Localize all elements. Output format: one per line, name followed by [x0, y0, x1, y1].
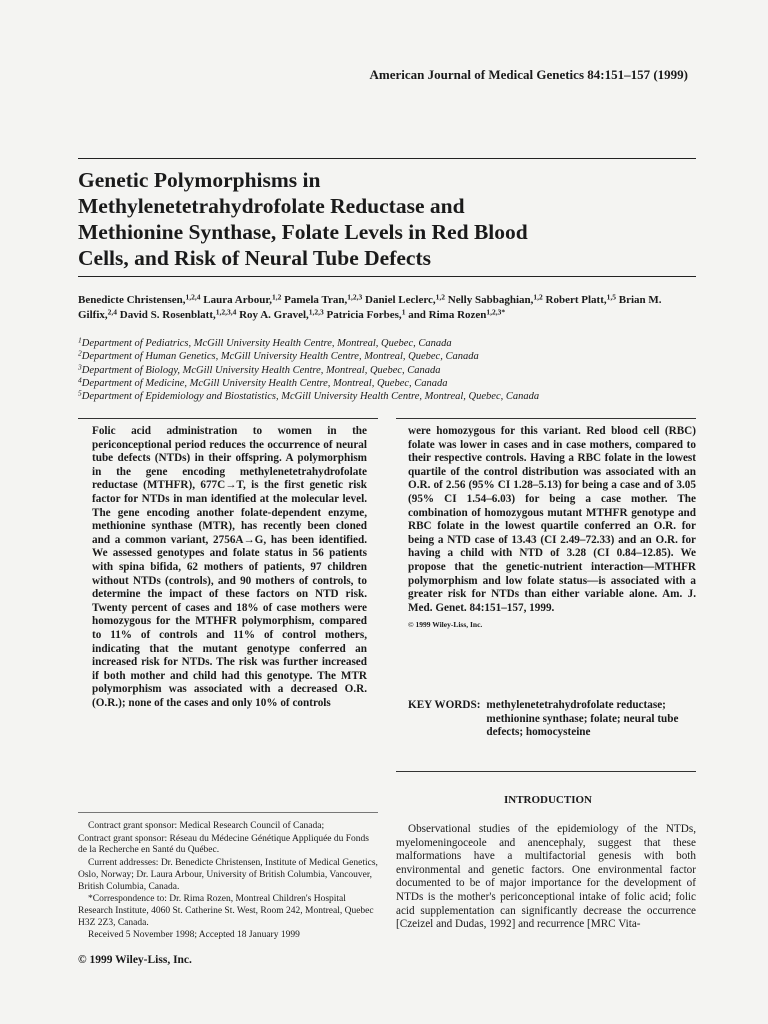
- affiliation: [78, 350, 718, 363]
- author: [365, 294, 445, 306]
- author: [284, 294, 362, 306]
- footnote-sponsor-1: Contract grant sponsor: Medical Research Council of Canada;: [88, 821, 325, 831]
- author-affil-sup: 2,4: [107, 307, 118, 317]
- journal-citation: American Journal of Medical Genetics 84:151–157 (1999): [369, 67, 688, 82]
- footnote-received: Received 5 November 1998; Accepted 18 January 1999: [88, 930, 300, 941]
- author-affil-sup: 1,2,3: [347, 292, 363, 302]
- author: [78, 294, 201, 306]
- affiliation-sup: 3: [78, 362, 82, 372]
- abstract-rule-right: [396, 418, 696, 419]
- introduction-body: [396, 823, 696, 932]
- author: [327, 309, 406, 321]
- affiliation-sup: 1: [78, 335, 82, 345]
- introduction-paragraph: Observational studies of the epidemiology of the NTDs, myelomeningoceole and anencephaly, suggest that these malformations have a multifactorial genesis with both environmental and genetic factors. One environmental factor documented to be of major importance for the development of NTDs is the mother's periconceptional intake of folic acid; folic acid supplementation can significantly decrease the occurrence [Czeizel and Dudas, 1992] and recurrence [MRC Vita-: [396, 823, 696, 931]
- author-name: Pamela Tran,: [284, 294, 348, 306]
- affiliation-text: Department of Biology, McGill University Health Centre, Montreal, Quebec, Canada: [81, 364, 441, 376]
- author: [120, 309, 237, 321]
- author-name: Patricia Forbes,: [326, 309, 402, 321]
- footnote-sponsor-2: Contract grant sponsor: Réseau du Médecine Génétique Appliquée du Fonds de la Recherche en Santé du Québec.: [78, 833, 370, 856]
- author: [448, 294, 543, 306]
- author-name: Nelly Sabbaghian,: [447, 294, 534, 306]
- keywords-label: KEY WORDS:: [408, 699, 481, 711]
- author: [239, 309, 324, 321]
- author: [408, 309, 505, 321]
- author-affil-sup: 1,2,3: [308, 307, 324, 317]
- title-line-4: Cells, and Risk of Neural Tube Defects: [78, 246, 431, 270]
- affiliation-list: [78, 337, 718, 403]
- author-affil-sup: 1,2,3,4: [215, 307, 237, 317]
- author-name: Brian M. Gilfix,: [78, 294, 662, 321]
- author-name: Benedicte Christensen,: [78, 294, 186, 306]
- footnote-rule: [78, 812, 378, 813]
- footnote-correspondence: *Correspondence to: Dr. Rima Rozen, Montreal Children's Hospital Research Institute, 4060 St. Catherine St. West, Room 242, Montreal, Quebec H3Z 2Z3, Canada.: [78, 894, 374, 928]
- author-name: Daniel Leclerc,: [365, 294, 436, 306]
- author-affil-sup: 1,2,4: [185, 292, 201, 302]
- author-list: [78, 293, 698, 323]
- abstract-column-1: [92, 425, 367, 710]
- author-affil-sup: 1,2,3*: [486, 307, 506, 317]
- affiliation: [78, 377, 718, 390]
- title-line-3: Methionine Synthase, Folate Levels in Red Blood: [78, 220, 528, 244]
- author-affil-sup: 1,2: [435, 292, 446, 302]
- article-title: [78, 167, 678, 271]
- author-affil-sup: 1: [401, 307, 406, 317]
- keywords-rule: [396, 771, 696, 772]
- title-line-1: Genetic Polymorphisms in: [78, 168, 321, 192]
- affiliation-text: Department of Human Genetics, McGill University Health Centre, Montreal, Quebec, Canada: [81, 351, 479, 363]
- affiliation: [78, 337, 718, 350]
- header-rule: [78, 158, 696, 159]
- affiliation-text: Department of Medicine, McGill University Health Centre, Montreal, Quebec, Canada: [81, 377, 448, 389]
- affiliation-text: Department of Epidemiology and Biostatistics, McGill University Health Centre, Montreal, Quebec, Canada: [81, 391, 540, 403]
- author-name: David S. Rosenblatt,: [119, 309, 216, 321]
- title-rule: [78, 276, 696, 277]
- author: [203, 294, 281, 306]
- author: [546, 294, 616, 306]
- copyright-footer: © 1999 Wiley-Liss, Inc.: [78, 954, 192, 966]
- footnotes: [78, 821, 378, 943]
- author-affil-sup: 1,5: [606, 292, 616, 302]
- affiliation-sup: 4: [78, 375, 82, 385]
- abstract-copyright: © 1999 Wiley-Liss, Inc.: [408, 620, 483, 630]
- keywords: [408, 699, 696, 740]
- author-affil-sup: 1,2: [271, 292, 282, 302]
- keywords-text: methylenetetrahydrofolate reductase; methionine synthase; folate; neural tube defects; homocysteine: [486, 699, 679, 739]
- affiliation: [78, 390, 718, 403]
- affiliation-sup: 2: [78, 348, 82, 358]
- section-heading-introduction: INTRODUCTION: [503, 794, 592, 806]
- author-name: Robert Platt,: [545, 294, 607, 306]
- affiliation: [78, 364, 718, 377]
- abstract-rule-left: [78, 418, 378, 419]
- footnote-addresses: Current addresses: Dr. Benedicte Christensen, Institute of Medical Genetics, Oslo, Norway; Dr. Laura Arbour, University of British Columbia, Vancouver, British Columbia, Canada.: [78, 858, 378, 892]
- author-name: and Rima Rozen: [408, 309, 487, 321]
- affiliation-text: Department of Pediatrics, McGill University Health Centre, Montreal, Quebec, Canada: [81, 338, 452, 349]
- abstract-text-1: Folic acid administration to women in the periconceptional period reduces the occurrence of neural tube defects (NTDs) in their offspring. A polymorphism in the gene encoding methylenetetrahydrofolate reductase (MTHFR), 677C→T, is the first genetic risk factor for NTDs in man identified at the molecular level. The gene encoding another folate-dependent enzyme, methionine synthase (MTR), has recently been cloned and a common variant, 2756A→G, has been identified. We assessed genotypes and folate status in 56 patients with spina bifida, 62 mothers of patients, 97 children without NTDs (controls), and 90 mothers of controls, to determine the impact of these factors on NTD risk. Twenty percent of cases and 18% of case mothers were homozygous for the MTHFR polymorphism, compared to 11% of controls and 11% of control mothers, indicating that the mutant genotype conferred an increased risk for NTDs. The risk was further increased if both mother and child had this genotype. The MTR polymorphism was associated with a decreased O.R. (O.R.); none of the cases and only 10% of controls: [92, 425, 367, 709]
- author-name: Laura Arbour,: [203, 294, 272, 306]
- abstract-text-2: were homozygous for this variant. Red blood cell (RBC) folate was lower in cases and in case mothers, compared to their respective controls. Having a RBC folate in the lowest quartile of the control distribution was associated with an O.R. of 2.56 (95% CI 1.28–5.13) for being a case and of 3.05 (95% CI 1.54–6.03) for being a case mother. The combination of homozygous mutant MTHFR genotype and RBC folate in the lowest quartile conferred an O.R. for being a NTD case of 13.43 (CI 2.49–72.33) and an O.R. for having a child with NTD of 3.28 (CI 0.84–12.85). We propose that the genetic-nutrient interaction—MTHFR polymorphism and low folate status—is associated with a greater risk for NTDs than either variable alone. Am. J. Med. Genet. 84:151–157, 1999.: [408, 425, 696, 614]
- author-affil-sup: 1,2: [533, 292, 543, 302]
- author-name: Roy A. Gravel,: [239, 309, 309, 321]
- abstract-column-2: [408, 425, 696, 632]
- title-line-2: Methylenetetrahydrofolate Reductase and: [78, 194, 465, 218]
- affiliation-sup: 5: [78, 388, 82, 398]
